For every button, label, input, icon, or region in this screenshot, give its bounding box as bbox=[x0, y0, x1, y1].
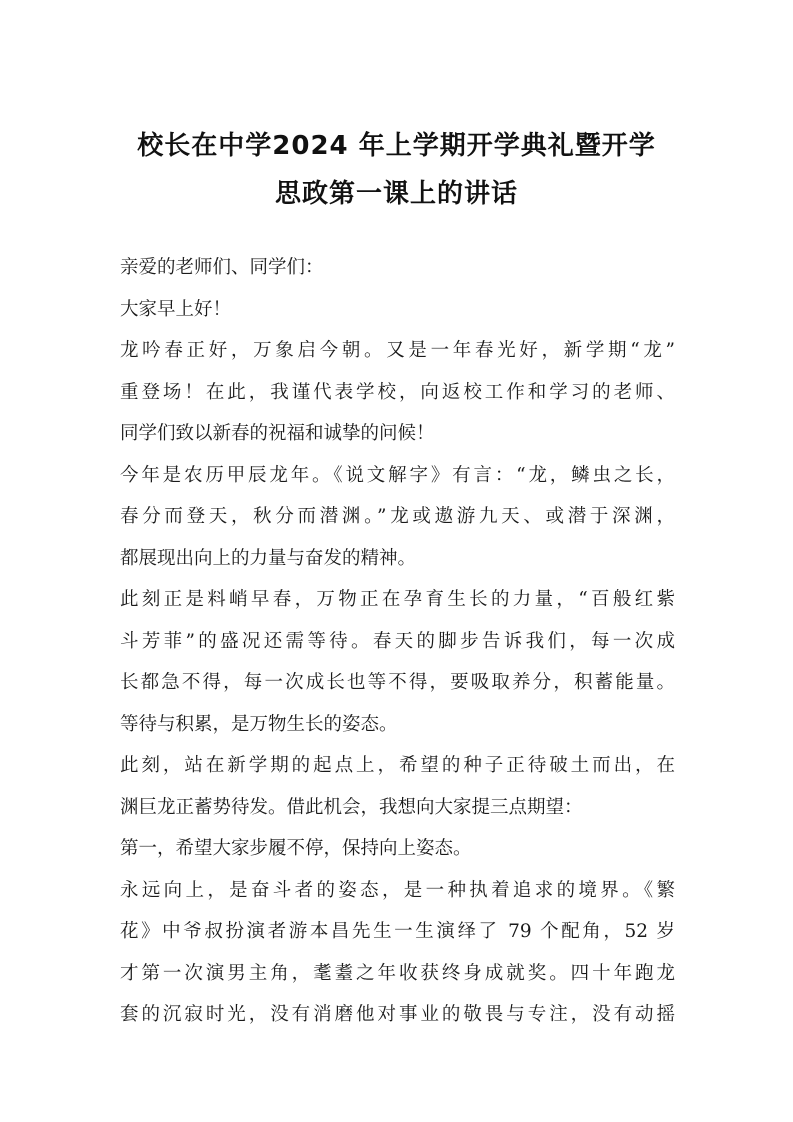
body-line: 才第一次演男主角，耄耋之年收获终身成就奖。四十年跑龙 bbox=[120, 962, 675, 984]
body-line: 重登场！在此，我谨代表学校，向返校工作和学习的老师、 bbox=[120, 381, 675, 403]
body-line: 套的沉寂时光，没有消磨他对事业的敬畏与专注，没有动摇 bbox=[120, 1004, 675, 1025]
title-line-2: 思政第一课上的讲话 bbox=[274, 179, 518, 209]
body-line: 第一，希望大家步履不停，保持向上姿态。 bbox=[120, 838, 472, 859]
body-line: 等待与积累，是万物生长的姿态。 bbox=[120, 713, 398, 735]
body-line: 永远向上，是奋斗者的姿态，是一种执着追求的境界。《繁 bbox=[120, 879, 675, 901]
title-line-1: 校长在中学2024 年上学期开学典礼暨开学 bbox=[137, 131, 656, 161]
body-line: 此刻正是料峭早春，万物正在孕育生长的力量，“百般红紫 bbox=[120, 589, 675, 610]
document-body bbox=[120, 247, 675, 1036]
body-line: 此刻，站在新学期的起点上，希望的种子正待破土而出，在 bbox=[120, 755, 675, 776]
body-line: 龙吟春正好，万象启今朝。又是一年春光好，新学期“龙” bbox=[120, 340, 675, 361]
body-line: 今年是农历甲辰龙年。《说文解字》有言：“龙，鳞虫之长， bbox=[120, 464, 675, 486]
body-line: 斗芳菲”的盛况还需等待。春天的脚步告诉我们，每一次成 bbox=[120, 630, 675, 652]
body-line: 长都急不得，每一次成长也等不得，要吸取养分，积蓄能量。 bbox=[120, 672, 675, 693]
body-line: 春分而登天，秋分而潜渊。”龙或遨游九天、或潜于深渊， bbox=[120, 506, 675, 527]
body-line: 亲爱的老师们、同学们： bbox=[120, 257, 324, 278]
body-line: 渊巨龙正蓄势待发。借此机会，我想向大家提三点期望： bbox=[120, 796, 583, 818]
body-line: 都展现出向上的力量与奋发的精神。 bbox=[120, 547, 417, 569]
body-line: 同学们致以新春的祝福和诚挚的问候！ bbox=[120, 423, 435, 444]
document-title bbox=[110, 122, 683, 218]
body-line: 大家早上好！ bbox=[120, 298, 232, 320]
body-line: 花》中爷叔扮演者游本昌先生一生演绎了 79 个配角，52 岁 bbox=[120, 921, 675, 942]
